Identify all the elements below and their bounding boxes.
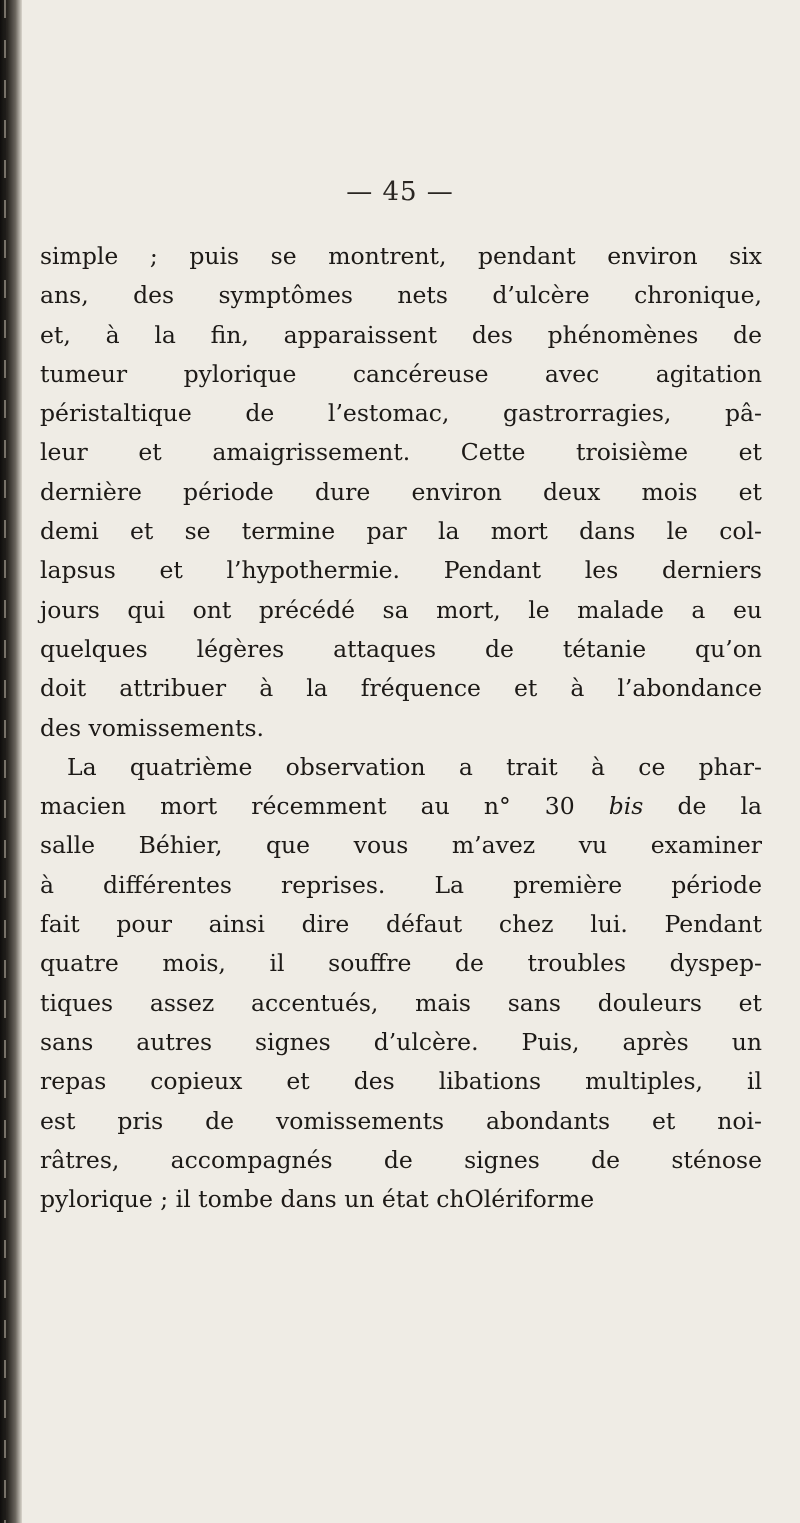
text-line: tiques assez accentués, mais sans douleurs et bbox=[40, 988, 762, 1017]
text-line: quelques légères attaques de tétanie qu’on bbox=[40, 634, 762, 663]
text-line: des vomissements. bbox=[40, 713, 265, 742]
text-line: râtres, accompagnés de signes de sténose bbox=[40, 1145, 762, 1174]
text-line: salle Béhier, que vous m’avez vu examiner bbox=[40, 831, 762, 860]
text-fragment: macien mort récemment au n° 30 bbox=[40, 792, 609, 821]
text-line: La quatrième observation a trait à ce phar- bbox=[67, 752, 762, 781]
text-line: repas copieux et des libations multiples, il bbox=[40, 1067, 762, 1096]
text-line: quatre mois, il souffre de troubles dyspep- bbox=[40, 949, 762, 978]
body-text bbox=[40, 237, 762, 1219]
text-fragment: de la bbox=[643, 792, 762, 821]
text-line: sans autres signes d’ulcère. Puis, après un bbox=[40, 1027, 762, 1056]
text-line: demi et se termine par la mort dans le col- bbox=[40, 517, 762, 546]
page-number: — 45 — bbox=[346, 177, 454, 207]
text-line: ans, des symptômes nets d’ulcère chronique, bbox=[40, 281, 762, 310]
text-line: doit attribuer à la fréquence et à l’abondance bbox=[40, 674, 762, 703]
text-line: est pris de vomissements abondants et noi- bbox=[40, 1106, 762, 1135]
text-line: péristaltique de l’estomac, gastrorragies, pâ- bbox=[40, 399, 762, 428]
text-line: dernière période dure environ deux mois et bbox=[40, 477, 762, 506]
text-line: lapsus et l’hypothermie. Pendant les derniers bbox=[40, 556, 762, 585]
text-line bbox=[40, 787, 762, 826]
italic-text: bis bbox=[608, 792, 644, 821]
text-line: leur et amaigrissement. Cette troisième et bbox=[40, 438, 762, 467]
text-line: à différentes reprises. La première période bbox=[40, 870, 762, 899]
text-line: simple ; puis se montrent, pendant environ six bbox=[40, 242, 762, 270]
text-line: et, à la fin, apparaissent des phénomènes de bbox=[40, 320, 762, 349]
text-line: tumeur pylorique cancéreuse avec agitation bbox=[40, 359, 762, 388]
text-line: jours qui ont précédé sa mort, le malade a eu bbox=[40, 595, 762, 624]
text-line: pylorique ; il tombe dans un état chOlériforme bbox=[40, 1185, 595, 1214]
binding-edge bbox=[0, 0, 22, 1523]
text-line: fait pour ainsi dire défaut chez lui. Pendant bbox=[40, 910, 762, 939]
